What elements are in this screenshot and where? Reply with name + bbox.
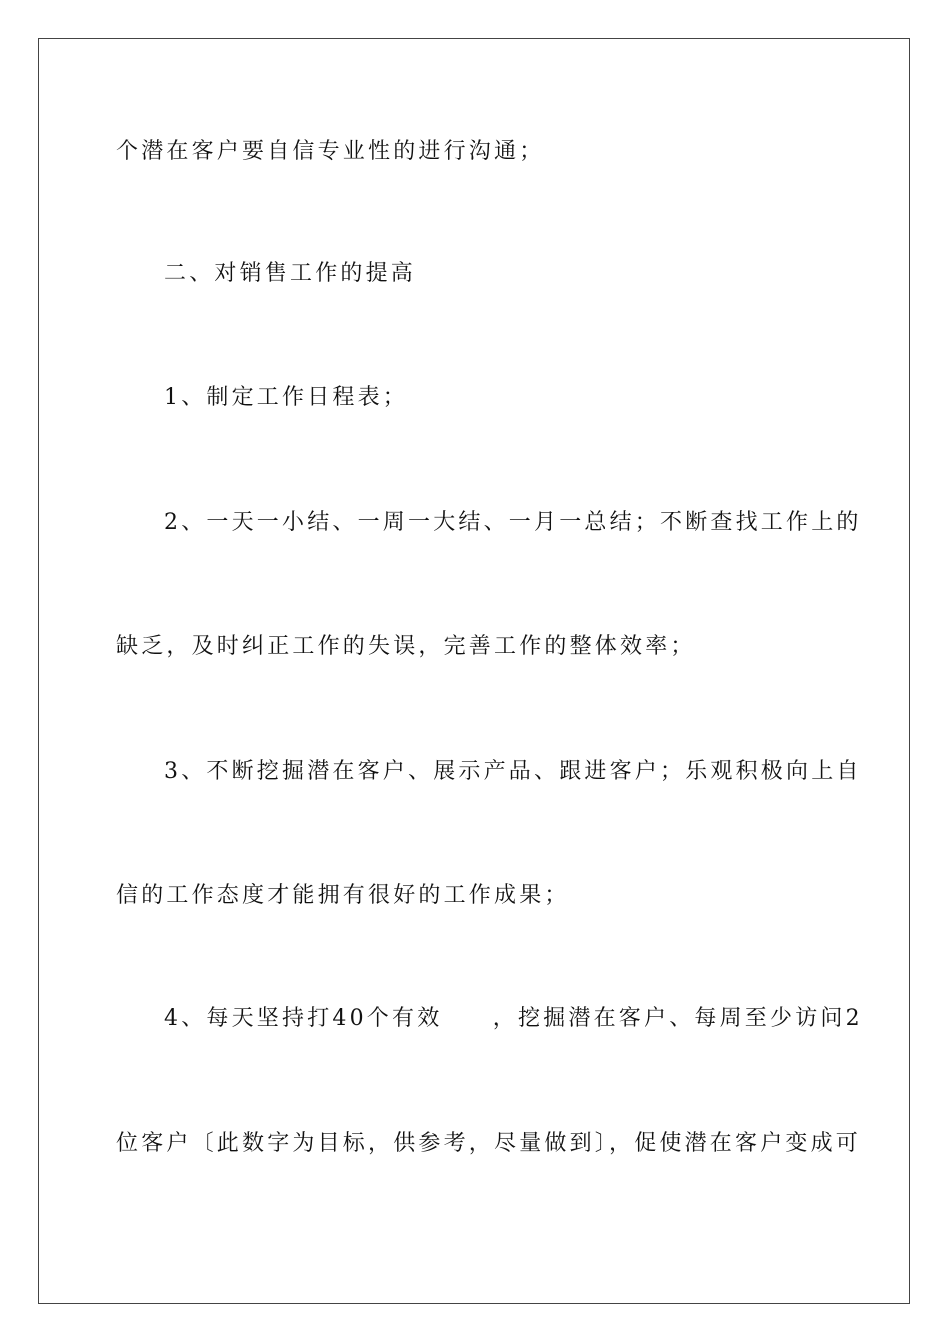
list-item-2-line-1: 2、一天一小结、一周一大结、一月一总结；不断查找工作上的: [164, 510, 862, 535]
list-item-2-line-2: 缺乏，及时纠正工作的失误，完善工作的整体效率；: [116, 634, 696, 659]
list-item-3-line-2: 信的工作态度才能拥有很好的工作成果；: [116, 883, 570, 908]
page-frame: [38, 38, 910, 1304]
list-item-4-line-2: 位客户〔此数字为目标，供参考，尽量做到〕，促使潜在客户变成可: [116, 1131, 862, 1156]
section-heading: 二、对销售工作的提高: [164, 261, 417, 286]
text-line-1: 个潜在客户要自信专业性的进行沟通；: [116, 139, 545, 164]
list-item-3-line-1: 3、不断挖掘潜在客户、展示产品、跟进客户；乐观积极向上自: [164, 759, 862, 784]
list-item-1: 1、制定工作日程表；: [164, 385, 408, 410]
list-item-4-line-1: 4、每天坚持打40个有效 ，挖掘潜在客户、每周至少访问2: [164, 1006, 863, 1031]
